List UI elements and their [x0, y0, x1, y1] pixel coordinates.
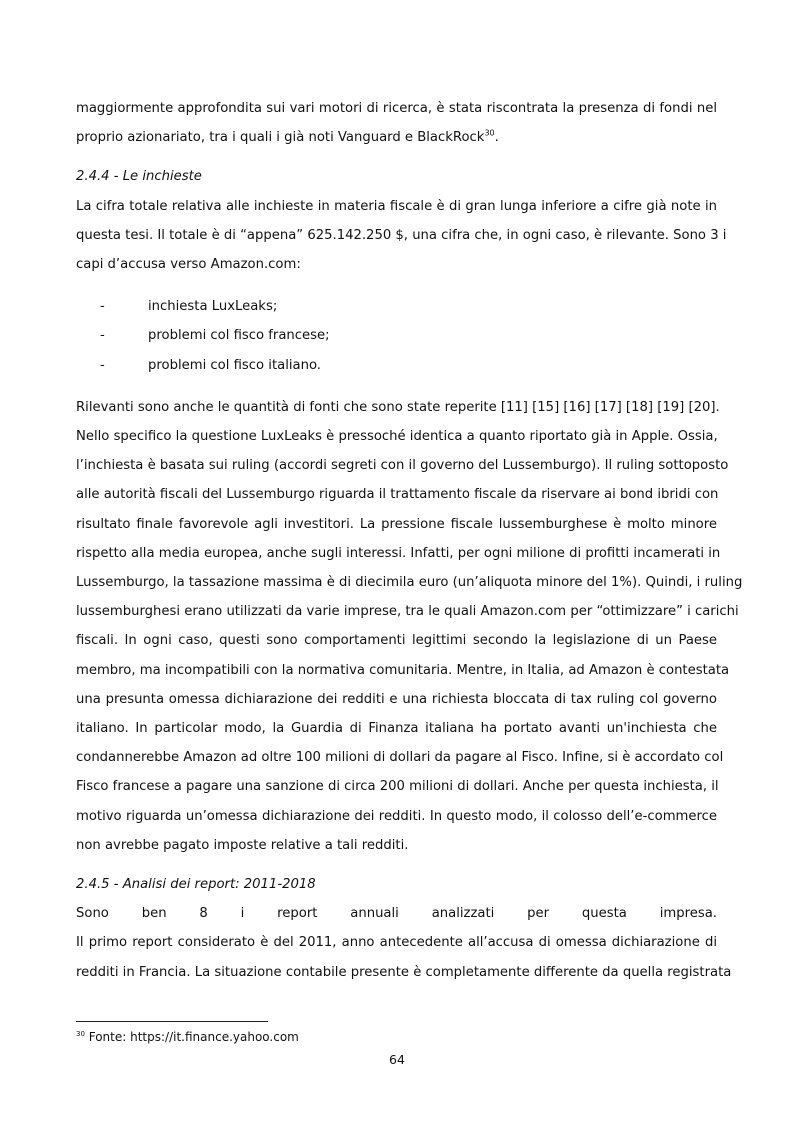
paragraph-line: Nello specifico la questione LuxLeaks è pressoché identica a quanto riportato già in Apple. Ossia,: [76, 429, 718, 445]
paragraph-line: redditi in Francia. La situazione contabile presente è completamente differente da quella registrata: [76, 964, 732, 980]
paragraph-inchieste-detail: [76, 393, 743, 860]
paragraph-line: l’inchiesta è basata sui ruling (accordi segreti con il governo del Lussemburgo). Il ruling sottoposto: [76, 458, 729, 474]
paragraph-line: questa tesi. Il totale è di “appena” 625.142.250 $, una cifra che, in ogni caso, è rilevante. Sono 3 i: [76, 227, 727, 243]
paragraph-line: alle autorità fiscali del Lussemburgo riguarda il trattamento fiscale da riservare ai bond ibridi con: [76, 487, 719, 503]
accusations-list: [76, 292, 717, 380]
paragraph-line: Fisco francese a pagare una sanzione di circa 200 milioni di dollari. Anche per questa inchiesta, il: [76, 779, 719, 795]
paragraph-line: capi d’accusa verso Amazon.com:: [76, 257, 301, 273]
bullet-dash: -: [100, 299, 105, 315]
paragraph-report-analysis: [76, 899, 732, 987]
paragraph-line: non avrebbe pagato imposte relative a tali redditi.: [76, 837, 409, 853]
footnote-reference[interactable]: 30: [484, 128, 495, 138]
intro-line-2-text: proprio azionariato, tra i quali i già noti Vanguard e BlackRock: [76, 130, 485, 146]
document-body: [76, 94, 743, 987]
footnote-text: Fonte: https://it.finance.yahoo.com: [84, 1030, 299, 1044]
list-item: [100, 351, 717, 380]
list-item-text: problemi col fisco italiano.: [148, 357, 321, 373]
paragraph-line: Il primo report considerato è del 2011, anno antecedente all’accusa di omessa dichiarazione di: [76, 935, 717, 951]
paragraph-line: Lussemburgo, la tassazione massima è di diecimila euro (un’aliquota minore del 1%). Quindi, i ruling: [76, 575, 743, 591]
paragraph-line: risultato finale favorevole agli investitori. La pressione fiscale lussemburghese è molto minore: [76, 516, 717, 532]
paragraph-line: lussemburghesi erano utilizzati da varie imprese, tra le quali Amazon.com per “ottimizzare” i carichi: [76, 604, 739, 620]
paragraph-line: fiscali. In ogni caso, questi sono comportamenti legittimi secondo la legislazione di un Paese: [76, 633, 717, 649]
footnote-separator: [76, 1021, 268, 1022]
paragraph-inchieste-intro: [76, 192, 727, 280]
bullet-dash: -: [100, 357, 105, 373]
page-number: 64: [389, 1052, 405, 1067]
intro-line-2-end: .: [494, 130, 499, 146]
section-heading-2-4-5: 2.4.5 - Analisi dei report: 2011-2018: [76, 877, 316, 893]
list-item-text: inchiesta LuxLeaks;: [148, 299, 278, 315]
paragraph-line: condannerebbe Amazon ad oltre 100 milioni di dollari da pagare al Fisco. Infine, si è accordato col: [76, 750, 724, 766]
paragraph-line: motivo riguarda un’omessa dichiarazione dei redditi. In questo modo, il colosso dell’e-commerce: [76, 808, 717, 824]
paragraph-line: Rilevanti sono anche le quantità di fonti che sono state reperite [11] [15] [16] [17] [18] [19] [20].: [76, 399, 720, 415]
bullet-dash: -: [100, 328, 105, 344]
paragraph-line: rispetto alla media europea, anche sugli interessi. Infatti, per ogni milione di profitti incamerati in: [76, 545, 721, 561]
paragraph-line: Sono ben 8 i report annuali analizzati per questa impresa.: [76, 906, 717, 922]
paragraph-line: una presunta omessa dichiarazione dei redditi e una richiesta bloccata di tax ruling col governo: [76, 691, 717, 707]
list-item-text: problemi col fisco francese;: [148, 328, 330, 344]
intro-line-1: maggiormente approfondita sui vari motori di ricerca, è stata riscontrata la presenza di fondi nel: [76, 101, 717, 116]
section-heading-2-4-4: 2.4.4 - Le inchieste: [76, 169, 202, 185]
footnote-number: 30: [76, 1030, 85, 1038]
paragraph-line: La cifra totale relativa alle inchieste in materia fiscale è di gran lunga inferiore a cifre già note in: [76, 198, 717, 214]
intro-line-2: [76, 123, 717, 152]
footnote: [76, 1029, 299, 1045]
paragraph-line: italiano. In particolar modo, la Guardia di Finanza italiana ha portato avanti un'inchiesta che: [76, 721, 717, 737]
list-item: [100, 321, 717, 350]
list-item: [100, 292, 717, 321]
paragraph-line: membro, ma incompatibili con la normativa comunitaria. Mentre, in Italia, ad Amazon è contestata: [76, 662, 730, 678]
